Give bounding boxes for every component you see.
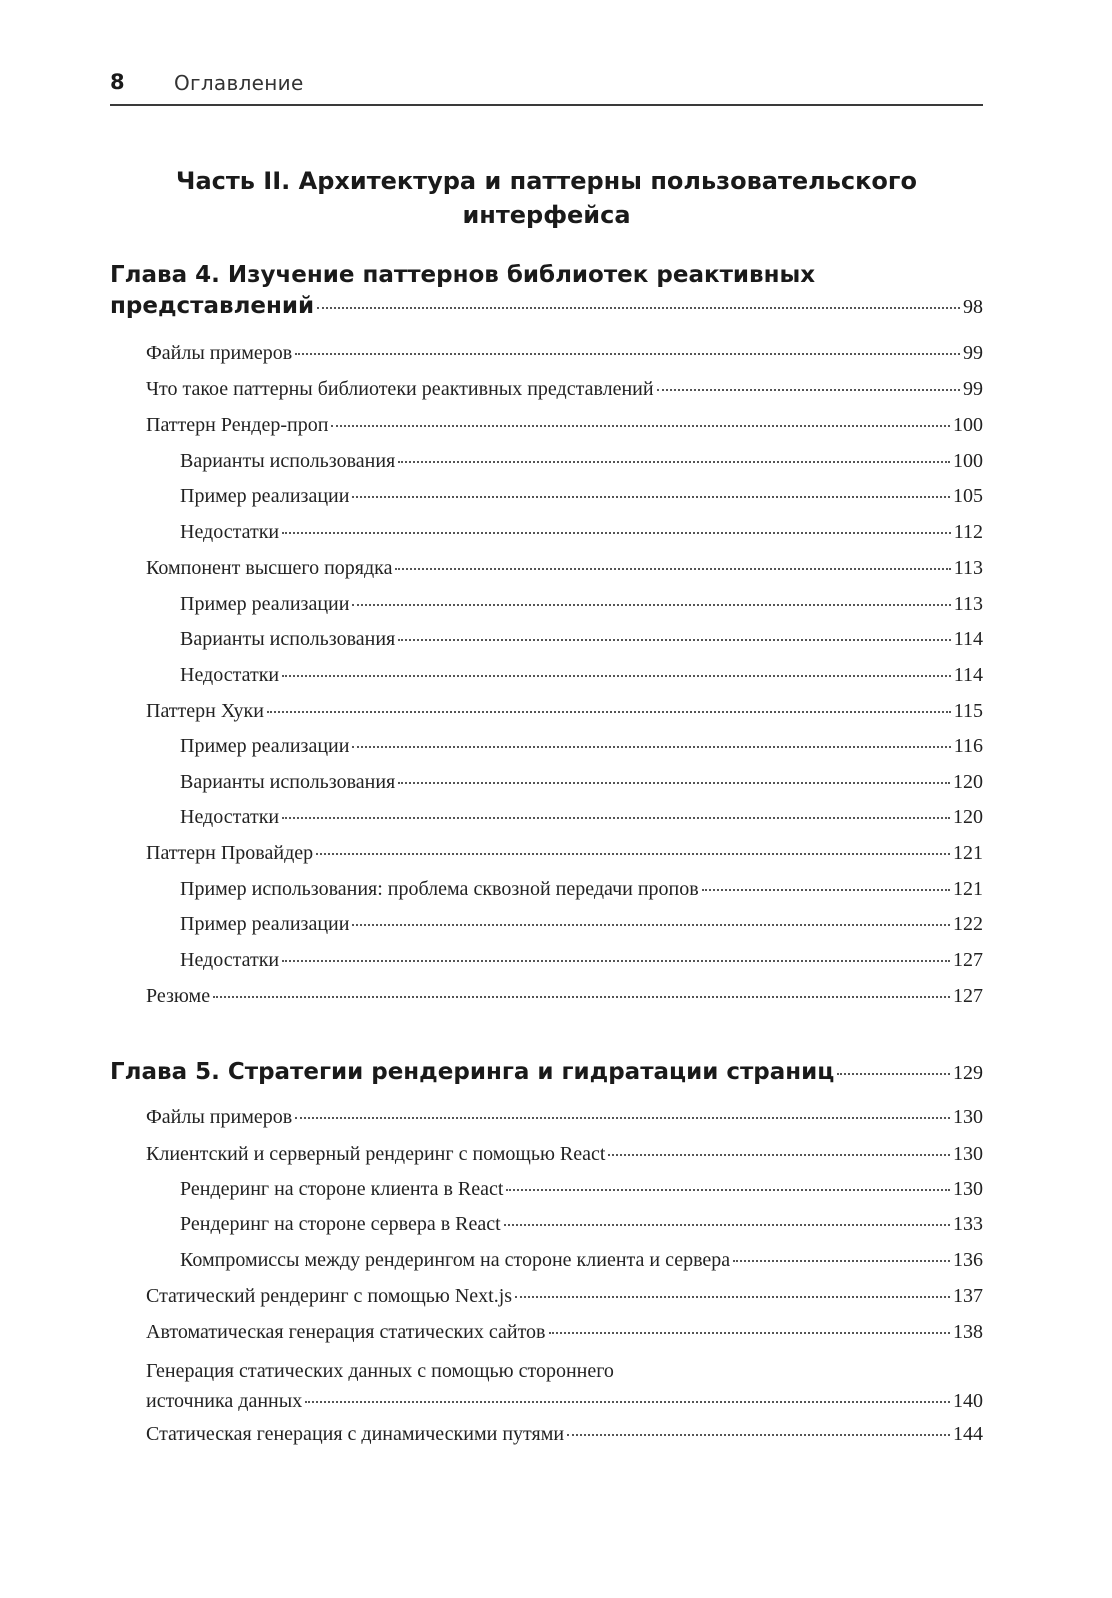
dot-leader: [352, 746, 950, 748]
toc-entry-page: 122: [953, 913, 983, 935]
dot-leader: [295, 353, 960, 355]
toc-entry-label: Статическая генерация с динамическими путями: [146, 1423, 565, 1445]
toc-entry-label: Пример реализации: [180, 593, 350, 615]
toc-entry-label: Варианты использования: [180, 450, 396, 472]
toc-subentry[interactable]: [180, 878, 983, 901]
dot-leader: [515, 1296, 950, 1298]
toc-entry-page: 113: [953, 593, 983, 615]
toc-subentry[interactable]: [180, 664, 983, 687]
toc-entry-page: 138: [953, 1321, 983, 1343]
toc-entry-label: Клиентский и серверный рендеринг с помощью React: [146, 1143, 606, 1165]
toc-entry[interactable]: [146, 378, 983, 401]
toc-entry-page: 144: [953, 1423, 983, 1445]
toc-entry[interactable]: [146, 1423, 983, 1446]
toc-entry-page: 114: [953, 628, 983, 650]
toc-entry-label: Рендеринг на стороне сервера в React: [180, 1213, 501, 1235]
toc-entry-page: 130: [953, 1106, 983, 1128]
dot-leader: [295, 1117, 950, 1119]
toc-entry-label: Паттерн Хуки: [146, 700, 264, 722]
part-title-line-2: интерфейса: [462, 201, 631, 229]
part-title-line-1: Часть II. Архитектура и паттерны пользовательского: [176, 167, 917, 195]
toc-entry-page: 127: [953, 949, 983, 971]
toc-entry-label: Паттерн Рендер-проп: [146, 414, 329, 436]
toc-entry[interactable]: [146, 1285, 983, 1308]
toc-entry[interactable]: [146, 1106, 983, 1129]
dot-leader: [331, 425, 950, 427]
dot-leader: [398, 639, 950, 641]
toc-entry-multiline[interactable]: [146, 1356, 983, 1416]
part-title: [110, 164, 983, 232]
dot-leader: [398, 782, 950, 784]
toc-entry[interactable]: [146, 557, 983, 580]
dot-leader: [608, 1154, 950, 1156]
toc-entry-label: Резюме: [146, 985, 211, 1007]
toc-entry-label: Недостатки: [180, 521, 280, 543]
chapter-5-title-text: Глава 5. Стратегии рендеринга и гидратации страниц: [110, 1059, 835, 1085]
toc-entry-page: 133: [953, 1213, 983, 1235]
toc-entry-page: 137: [953, 1285, 983, 1307]
toc-entry-label: Недостатки: [180, 664, 280, 686]
toc-entry-page: 99: [963, 342, 983, 364]
toc-entry[interactable]: [146, 985, 983, 1008]
toc-entry-label: Паттерн Провайдер: [146, 842, 314, 864]
toc-subentry[interactable]: [180, 806, 983, 829]
chapter-5-title[interactable]: [110, 1057, 983, 1089]
toc-entry[interactable]: [146, 342, 983, 365]
page-number: 8: [110, 70, 125, 94]
chapter-5-page: 129: [953, 1062, 983, 1084]
dot-leader: [657, 389, 960, 391]
toc-entry-page: 112: [953, 521, 983, 543]
toc-entry-label: Недостатки: [180, 806, 280, 828]
dot-leader: [504, 1224, 950, 1226]
toc-subentry[interactable]: [180, 485, 983, 508]
toc-entry[interactable]: [146, 842, 983, 865]
dot-leader: [702, 889, 950, 891]
toc-entry-label: Файлы примеров: [146, 342, 293, 364]
toc-entry-page: 120: [953, 806, 983, 828]
toc-entry-page: 99: [963, 378, 983, 400]
toc-entry-label: Компонент высшего порядка: [146, 557, 393, 579]
toc-entry-page: 121: [953, 842, 983, 864]
toc-entry-label: Статический рендеринг с помощью Next.js: [146, 1285, 513, 1307]
toc-subentry[interactable]: [180, 771, 983, 794]
toc-entry-label: Пример реализации: [180, 913, 350, 935]
dot-leader: [837, 1073, 950, 1075]
toc-entry-page: 120: [953, 771, 983, 793]
chapter-4-title-line-2: представлений: [110, 293, 315, 319]
dot-leader: [282, 675, 951, 677]
running-title: Оглавление: [174, 71, 304, 95]
toc-subentry[interactable]: [180, 593, 983, 616]
dot-leader: [282, 532, 951, 534]
toc-entry-label: Пример использования: проблема сквозной передачи пропов: [180, 878, 699, 900]
toc-entry-page: 100: [953, 414, 983, 436]
dot-leader: [398, 461, 950, 463]
dot-leader: [352, 496, 950, 498]
toc-entry[interactable]: [146, 1321, 983, 1344]
toc-entry[interactable]: [146, 414, 983, 437]
toc-entry-label: Файлы примеров: [146, 1106, 293, 1128]
toc-entry[interactable]: [146, 1143, 983, 1166]
toc-entry[interactable]: [146, 700, 983, 723]
toc-subentry[interactable]: [180, 628, 983, 651]
toc-entry-label: Варианты использования: [180, 771, 396, 793]
dot-leader: [316, 853, 950, 855]
toc-subentry[interactable]: [180, 521, 983, 544]
dot-leader: [352, 924, 950, 926]
toc-entry-page: 130: [953, 1178, 983, 1200]
toc-entry-page: 130: [953, 1143, 983, 1165]
dot-leader: [267, 711, 951, 713]
dot-leader: [282, 817, 950, 819]
toc-entry-page: 100: [953, 450, 983, 472]
toc-entry-label: Недостатки: [180, 949, 280, 971]
dot-leader: [733, 1260, 950, 1262]
toc-entry-page: 115: [953, 700, 983, 722]
dot-leader: [395, 568, 950, 570]
toc-entry-page: 140: [953, 1390, 983, 1412]
dot-leader: [506, 1189, 950, 1191]
toc-entry-page: 127: [953, 985, 983, 1007]
toc-subentry[interactable]: [180, 913, 983, 936]
toc-entry-page: 136: [953, 1249, 983, 1271]
chapter-4-title-line-1: Глава 4. Изучение паттернов библиотек реактивных: [110, 262, 816, 288]
toc-entry-page: 105: [953, 485, 983, 507]
toc-entry-label: Рендеринг на стороне клиента в React: [180, 1178, 504, 1200]
toc-entry-page: 121: [953, 878, 983, 900]
dot-leader: [213, 996, 950, 998]
dot-leader: [282, 960, 950, 962]
toc-entry-label: Пример реализации: [180, 735, 350, 757]
dot-leader: [549, 1332, 950, 1334]
toc-entry-label-line-1: Генерация статических данных с помощью стороннего: [146, 1360, 614, 1382]
toc-entry-page: 113: [953, 557, 983, 579]
dot-leader: [305, 1401, 950, 1403]
toc-subentry[interactable]: [180, 1249, 983, 1272]
toc-entry-label: Варианты использования: [180, 628, 396, 650]
toc-subentry[interactable]: [180, 949, 983, 972]
chapter-4-page: 98: [963, 296, 983, 318]
running-head: [110, 68, 983, 106]
toc-subentry[interactable]: [180, 1213, 983, 1236]
dot-leader: [317, 307, 960, 309]
toc-entry-label: Автоматическая генерация статических сайтов: [146, 1321, 546, 1343]
toc-entry-page: 114: [953, 664, 983, 686]
chapter-4-title[interactable]: [110, 260, 983, 323]
toc-entry-page: 116: [953, 735, 983, 757]
toc-entry-label-line-2: источника данных: [146, 1390, 303, 1412]
dot-leader: [352, 604, 950, 606]
toc-entry-label: Компромиссы между рендерингом на стороне клиента и сервера: [180, 1249, 731, 1271]
toc-entry-label: Что такое паттерны библиотеки реактивных представлений: [146, 378, 654, 400]
toc-entry-label: Пример реализации: [180, 485, 350, 507]
toc-subentry[interactable]: [180, 450, 983, 473]
dot-leader: [567, 1434, 950, 1436]
toc-subentry[interactable]: [180, 735, 983, 758]
toc-subentry[interactable]: [180, 1178, 983, 1201]
